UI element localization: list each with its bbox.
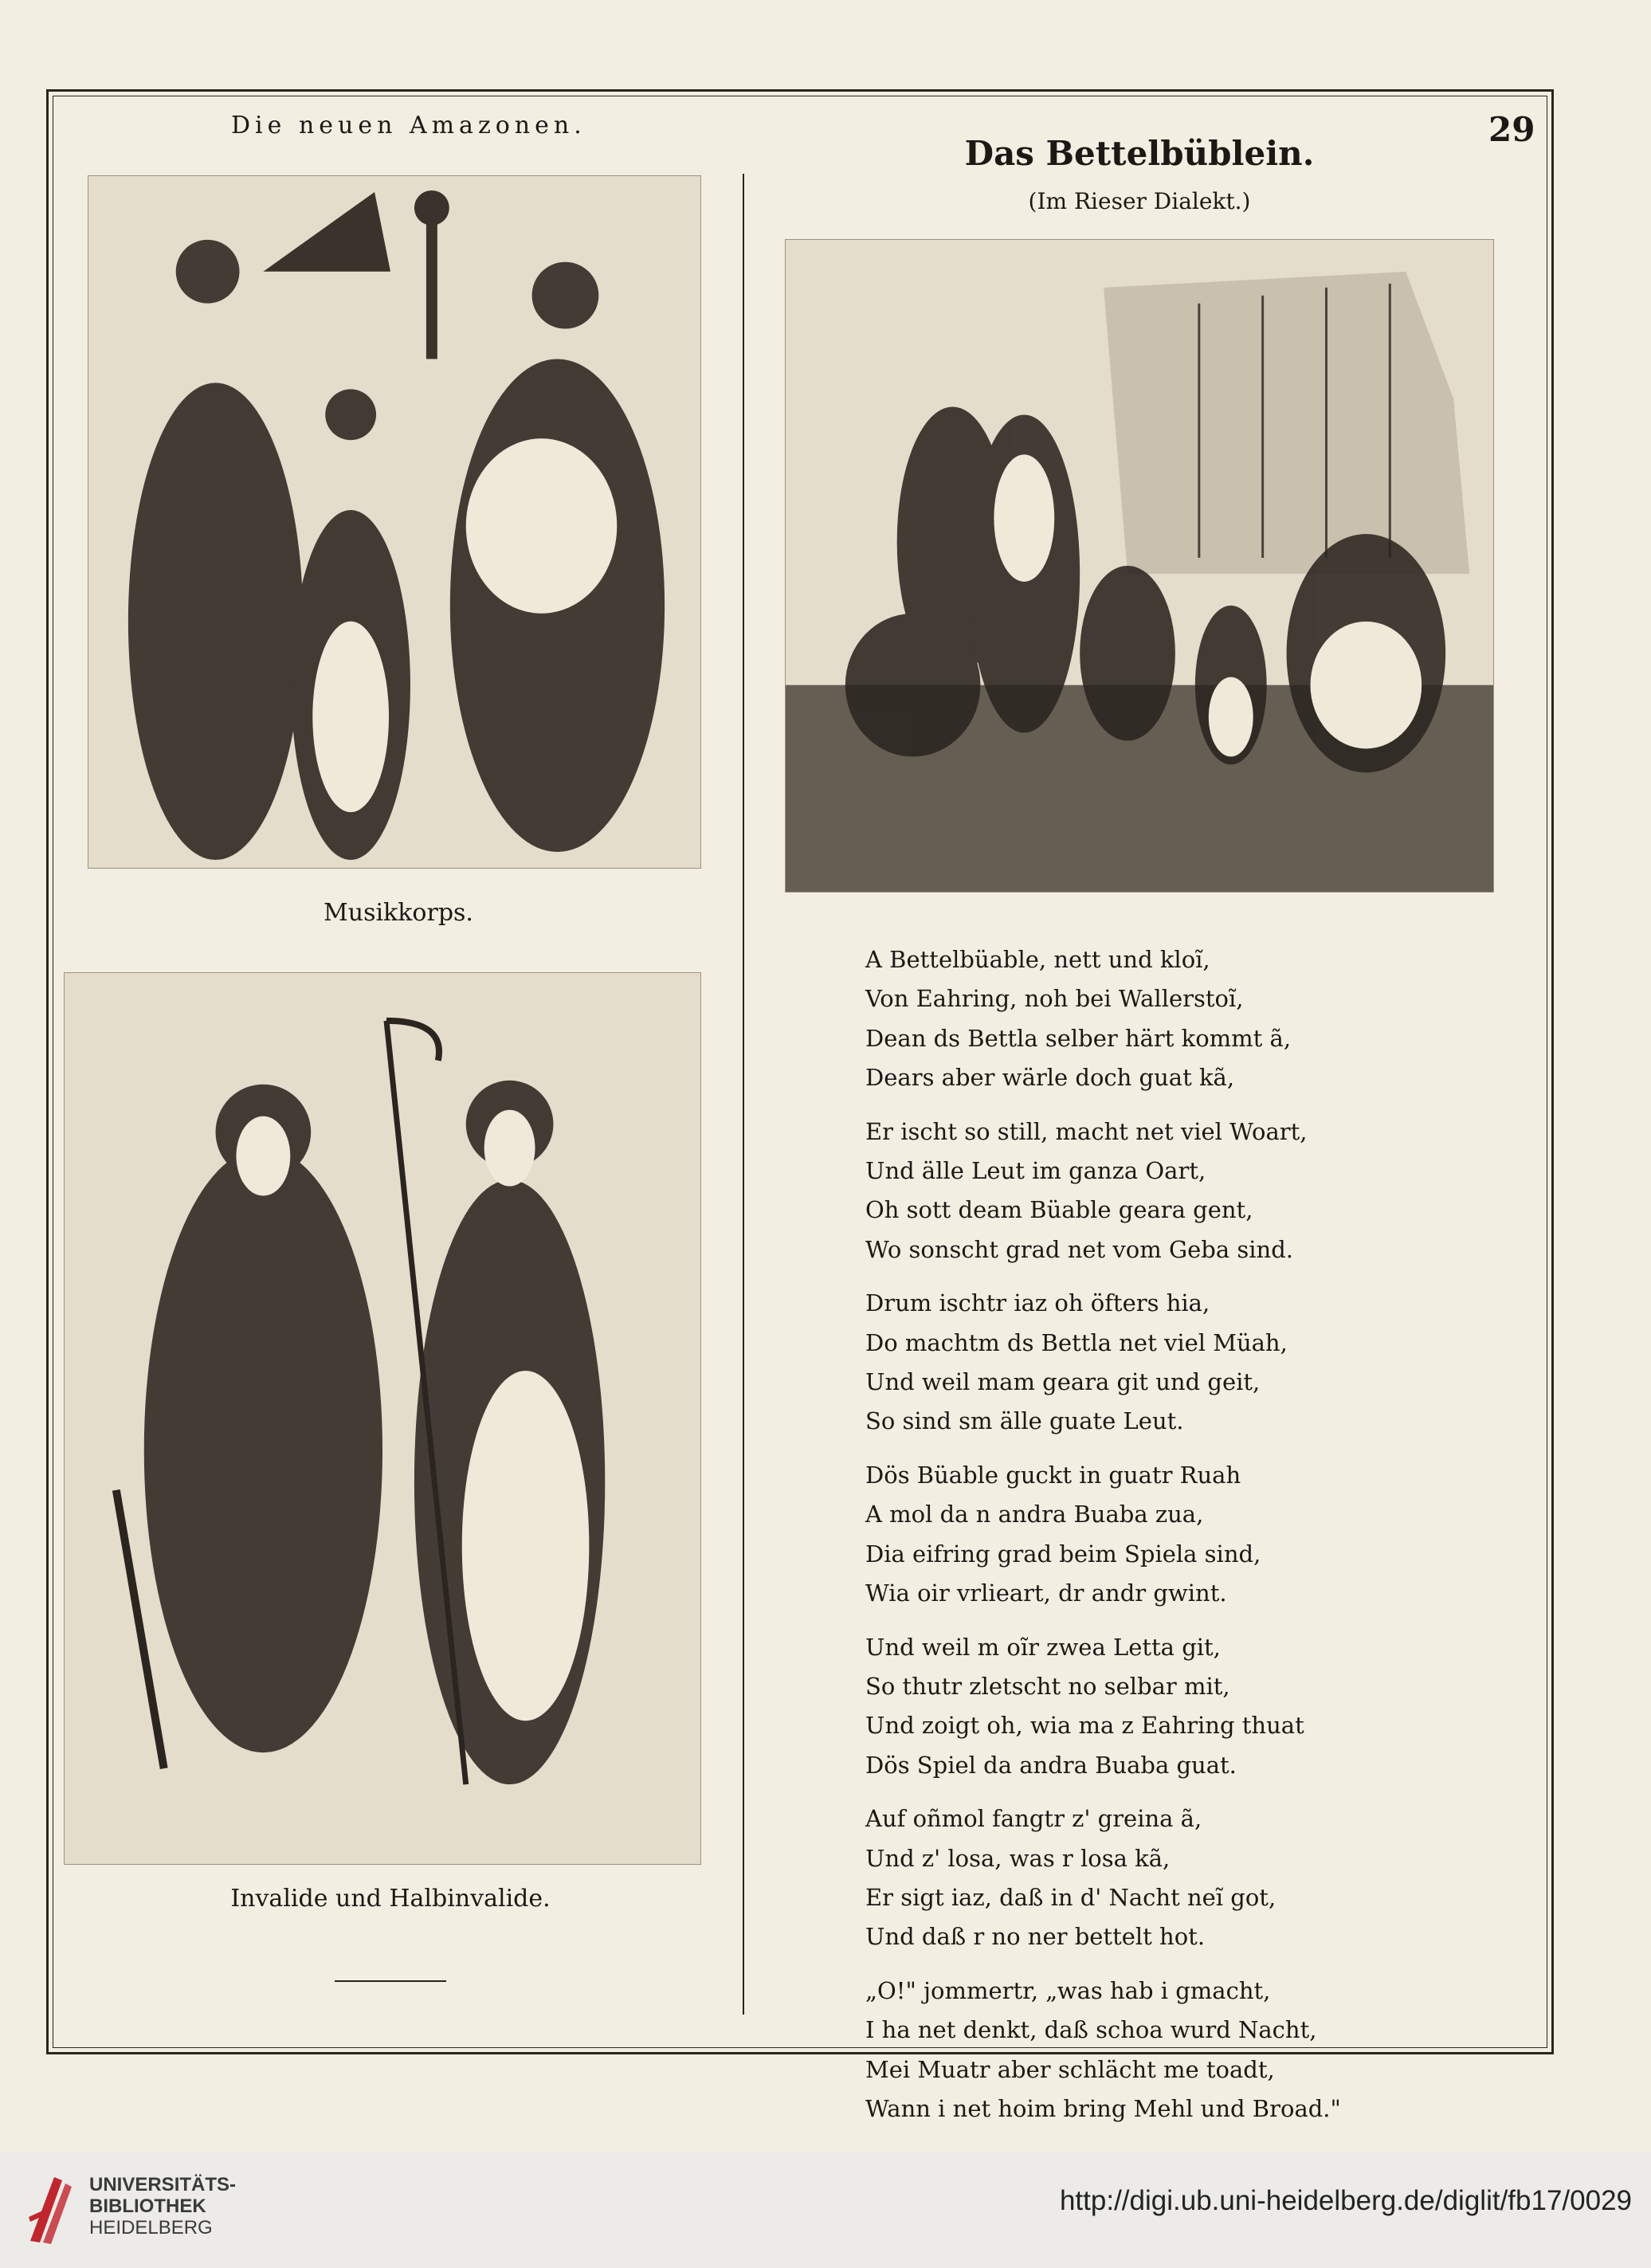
section-rule <box>335 1980 446 1982</box>
poem-line: Drum ischtr iaz oh öfters hia, <box>865 1289 1210 1317</box>
poem-line: Wann i net hoim bring Mehl und Broad." <box>865 2094 1341 2122</box>
poem-line: Und weil mam geara git und geit, <box>865 1368 1261 1396</box>
caption-musikkorps: Musikkorps. <box>324 899 473 927</box>
poem-line: Oh sott deam Büable geara gent, <box>865 1196 1253 1224</box>
poem-stanza <box>865 1284 1439 1442</box>
poem-stanza <box>865 1628 1439 1786</box>
column-divider <box>743 174 744 2015</box>
library-name-line2: BIBLIOTHEK <box>89 2195 206 2217</box>
permalink-url[interactable]: http://digi.ub.uni-heidelberg.de/diglit/fb17/0029 <box>1059 2185 1632 2216</box>
poem-body <box>865 940 1439 2143</box>
illustration-musikkorps <box>88 175 701 869</box>
poem-line: Dös Büable guckt in guatr Ruah <box>865 1461 1241 1489</box>
poem-line: Dean ds Bettla selber härt kommt ã, <box>865 1024 1292 1052</box>
poem-line: Dös Spiel da andra Buaba guat. <box>865 1751 1237 1779</box>
poem-line: Und z' losa, was r losa kã, <box>865 1844 1171 1872</box>
poem-line: Wo sonscht grad net vom Geba sind. <box>865 1235 1293 1263</box>
illustration-invalide <box>64 972 701 1865</box>
page-number: 29 <box>1488 110 1535 149</box>
poem-stanza <box>865 1972 1439 2129</box>
poem-stanza <box>865 940 1439 1098</box>
caption-invalide: Invalide und Halbinvalide. <box>230 1885 551 1913</box>
library-name-line1: UNIVERSITÄTS- <box>89 2174 237 2195</box>
poem-line: Dia eifring grad beim Spiela sind, <box>865 1540 1261 1568</box>
poem-line: Mei Muatr aber schlächt me toadt, <box>865 2055 1275 2083</box>
poem-line: A Bettelbüable, nett und kloĩ, <box>865 946 1210 973</box>
poem-line: So thutr zletscht no selbar mit, <box>865 1672 1230 1700</box>
poem-line: Und zoigt oh, wia ma z Eahring thuat <box>865 1712 1304 1740</box>
poem-line: Und daß r no ner bettelt hot. <box>865 1923 1206 1951</box>
poem-stanza <box>865 1112 1439 1270</box>
poem-title: Das Bettelbüblein. <box>964 134 1315 173</box>
poem-line: So sind sm älle guate Leut. <box>865 1407 1184 1435</box>
library-name <box>89 2174 236 2239</box>
poem-line: Er sigt iaz, daß in d' Nacht neĩ got, <box>865 1883 1276 1911</box>
poem-line: Wia oir vrlieart, dr andr gwint. <box>865 1579 1227 1607</box>
poem-line: Do machtm ds Bettla net viel Müah, <box>865 1328 1288 1356</box>
library-name-line3: HEIDELBERG <box>89 2217 213 2239</box>
poem-line: Und älle Leut im ganza Oart, <box>865 1157 1206 1185</box>
poem-subtitle: (Im Rieser Dialekt.) <box>1028 188 1251 214</box>
poem-line: „O!" jommertr, „was hab i gmacht, <box>865 1976 1271 2004</box>
library-logo-icon <box>22 2169 78 2249</box>
poem-line: Dears aber wärle doch guat kã, <box>865 1064 1235 1092</box>
poem-line: Und weil m oĩr zwea Letta git, <box>865 1633 1221 1661</box>
poem-stanza <box>865 1456 1439 1614</box>
running-header: Die neuen Amazonen. <box>231 112 586 139</box>
poem-line: A mol da n andra Buaba zua, <box>865 1501 1204 1528</box>
poem-line: Er ischt so still, macht net viel Woart, <box>865 1117 1308 1145</box>
poem-line: I ha net denkt, daß schoa wurd Nacht, <box>865 2016 1317 2044</box>
illustration-bettelbueblein <box>785 239 1494 893</box>
poem-line: Von Eahring, noh bei Wallerstoĩ, <box>865 985 1244 1013</box>
poem-line: Auf oñmol fangtr z' greina ã, <box>865 1805 1202 1833</box>
poem-stanza <box>865 1799 1439 1957</box>
